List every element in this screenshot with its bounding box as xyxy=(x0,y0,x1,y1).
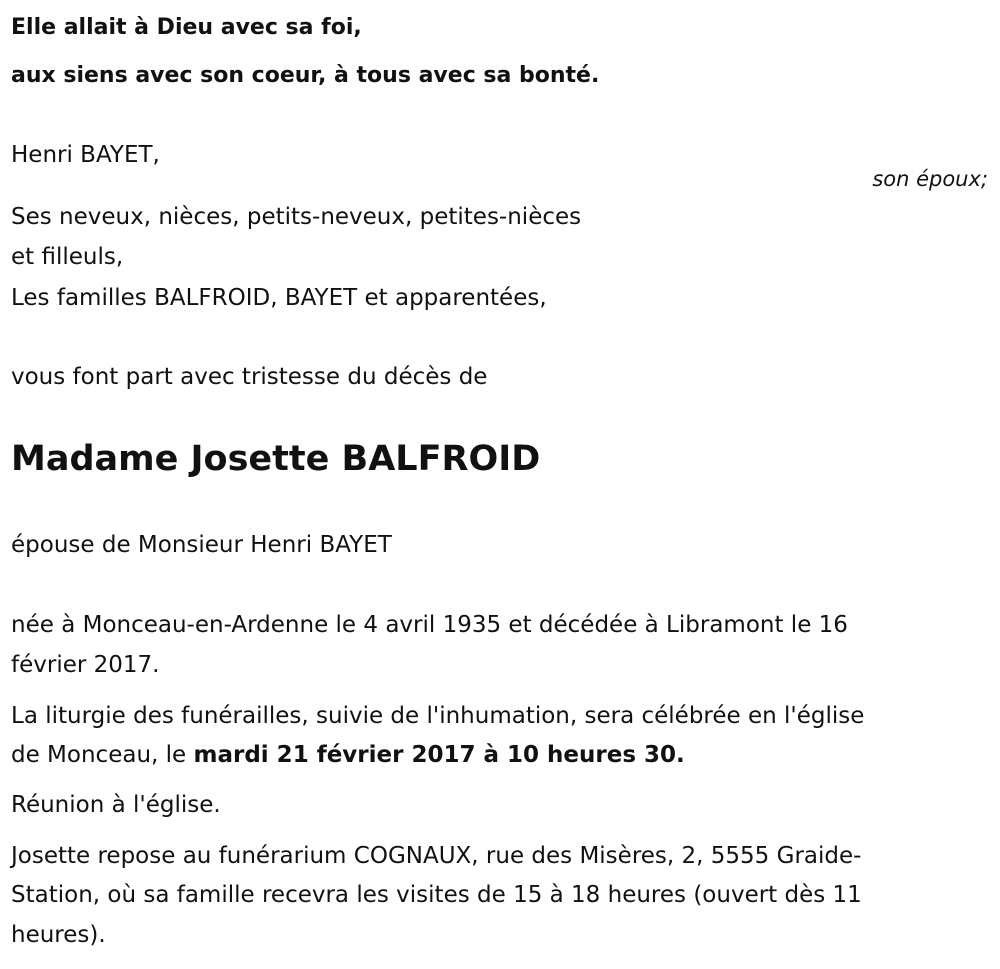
funeral-line-2-prefix: de Monceau, le xyxy=(11,742,194,768)
visit-line-3: heures). xyxy=(11,922,106,948)
funeral-datetime: mardi 21 février 2017 à 10 heures 30. xyxy=(193,742,685,768)
spouse-role: son époux; xyxy=(872,167,988,191)
birth-death-line-2: février 2017. xyxy=(11,652,160,678)
intro-quote-line-1: Elle allait à Dieu avec sa foi, xyxy=(11,15,362,40)
families-line: Les familles BALFROID, BAYET et apparentées, xyxy=(11,285,547,311)
meeting-text: Réunion à l'église. xyxy=(11,792,221,818)
deceased-name: Madame Josette BALFROID xyxy=(11,439,541,479)
visit-line-1: Josette repose au funérarium COGNAUX, rue des Misères, 2, 5555 Graide- xyxy=(11,843,862,869)
announcement-text: vous font part avec tristesse du décès de xyxy=(11,364,488,390)
birth-death-line-1: née à Monceau-en-Ardenne le 4 avril 1935 et décédée à Libramont le 16 xyxy=(11,612,848,638)
relatives-line-2: et filleuls, xyxy=(11,244,124,270)
funeral-line-1: La liturgie des funérailles, suivie de l'inhumation, sera célébrée en l'église xyxy=(11,703,865,729)
spouse-of-text: épouse de Monsieur Henri BAYET xyxy=(11,532,392,558)
relatives-line-1: Ses neveux, nièces, petits-neveux, petites-nièces xyxy=(11,204,582,230)
spouse-name: Henri BAYET, xyxy=(11,142,160,168)
visit-line-2: Station, où sa famille recevra les visites de 15 à 18 heures (ouvert dès 11 xyxy=(11,882,862,908)
intro-quote-line-2: aux siens avec son coeur, à tous avec sa bonté. xyxy=(11,63,600,88)
funeral-line-2 xyxy=(11,740,685,770)
